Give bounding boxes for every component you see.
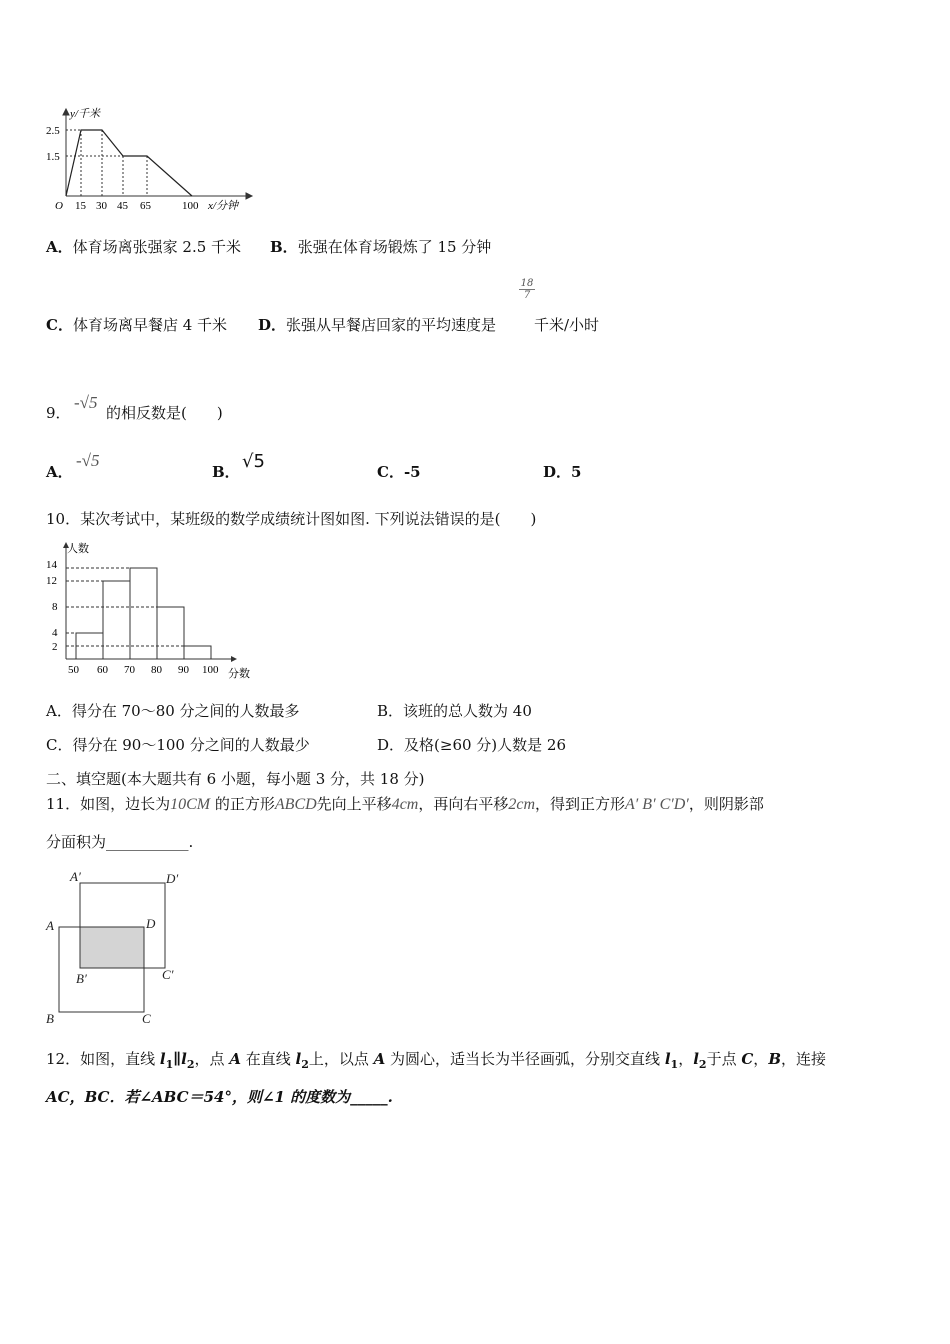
q12-part1: 12．如图，直线 [46, 1050, 160, 1068]
q11-label-b: B [46, 1011, 54, 1026]
q12-part2: ，点 [194, 1050, 230, 1068]
q11-math-abcd-prime: A′ B′ C′D′ [625, 796, 689, 813]
q11-part3: 先向上平移 [316, 795, 392, 813]
q10-y-tick-2: 2 [52, 641, 58, 653]
q11-label-b1: B′ [76, 971, 87, 986]
q10-y-tick-14: 14 [46, 559, 57, 571]
q12-l1c-sub: 1 [670, 1058, 679, 1071]
q8-distance-time-graph [40, 105, 260, 215]
q9-stem [46, 402, 71, 423]
q12-part5: 为圆心，适当长为半径画弧，分别交直线 [385, 1050, 665, 1068]
q8-y-tick-1_5: 1.5 [46, 151, 60, 163]
q8-y-tick-2_5: 2.5 [46, 125, 60, 137]
q8-x-tick-65: 65 [140, 200, 151, 212]
q8-option-c-label: C． [46, 316, 73, 334]
q12-l2c-sub: 2 [698, 1058, 707, 1071]
q11-label-d: D [146, 916, 156, 931]
q11-label-d1: D′ [166, 871, 179, 886]
q8-option-d-text: 张强从早餐店回家的平均速度是 [286, 316, 497, 334]
q8-option-d[interactable] [258, 314, 496, 335]
q11-math-10cm: 10CM [170, 796, 211, 813]
q12-l2: l [181, 1050, 187, 1068]
q10-x-tick-60: 60 [97, 664, 108, 676]
q11-shaded-region [80, 927, 144, 968]
q10-option-c[interactable]: C．得分在 90～100 分之间的人数最少 [46, 736, 310, 754]
q8-y-arrow [63, 109, 69, 115]
q11-part4: ，再向右平移 [418, 795, 509, 813]
q9-option-b[interactable] [212, 461, 240, 482]
q9-option-d[interactable] [543, 461, 581, 482]
q11-stem-line2: 分面积为___________. [46, 833, 194, 851]
q8-option-d-unit: 千米/小时 [534, 316, 600, 334]
q8-option-c[interactable] [46, 314, 227, 335]
q10-x-label: 分数 [228, 668, 250, 680]
q12-l2-sub: 2 [186, 1058, 195, 1071]
q10-bar-90-100 [184, 646, 211, 659]
q10-x-arrow [231, 656, 237, 662]
q11-math-2cm: 2cm [508, 796, 536, 813]
q11-part5: ，得到正方形 [535, 795, 626, 813]
q8-fraction-denominator: 7 [523, 290, 531, 301]
q9-option-d-value: 5 [571, 463, 582, 481]
q9-option-c-label: C． [377, 463, 404, 481]
q12-l1c: l [664, 1050, 671, 1068]
q8-option-c-text: 体育场离早餐店 4 千米 [72, 316, 228, 334]
q9-option-b-label: B． [212, 463, 240, 481]
q12-point-c: C [741, 1050, 754, 1068]
q8-option-a-text: 体育场离张强家 2.5 千米 [72, 238, 242, 256]
q8-y-label: y/千米 [70, 108, 100, 120]
q12-stem-line2: AC，BC．若∠ABC＝54°，则∠1 的度数为_____. [46, 1088, 393, 1106]
q8-fraction-numerator: 18 [520, 278, 534, 289]
q10-x-tick-90: 90 [178, 664, 189, 676]
q9-option-c-value: -5 [403, 463, 421, 481]
q10-y-tick-8: 8 [52, 601, 58, 613]
q11-math-abcd: ABCD [274, 796, 317, 813]
q12-comma2: ， [753, 1050, 769, 1068]
q10-option-b[interactable]: B．该班的总人数为 40 [377, 702, 532, 720]
q8-origin: O [55, 200, 63, 212]
q11-label-a1: A′ [70, 869, 81, 884]
q12-part3: 在直线 [240, 1050, 296, 1068]
q9-number: 9． [46, 404, 71, 422]
q8-x-arrow [246, 193, 252, 199]
q11-label-c: C [142, 1011, 151, 1026]
q10-x-tick-80: 80 [151, 664, 162, 676]
q12-l2c: l [693, 1050, 699, 1068]
q8-graph-line [66, 130, 192, 196]
q8-option-b-text: 张强在体育场锻炼了 15 分钟 [297, 238, 492, 256]
q9-option-a-value: -√5 [76, 451, 100, 470]
q12-part4: 上，以点 [308, 1050, 374, 1068]
q10-histogram [40, 538, 260, 683]
q12-parallel: ∥ [173, 1050, 182, 1068]
q12-part6: 于点 [706, 1050, 742, 1068]
q11-part2: 的正方形 [214, 795, 275, 813]
q10-y-label: 人数 [67, 543, 89, 555]
q8-x-tick-30: 30 [96, 200, 107, 212]
q12-stem-line1 [46, 1048, 826, 1071]
q12-l2b: l [295, 1050, 302, 1068]
q12-point-b: B [768, 1050, 781, 1068]
q10-stem: 10．某次考试中，某班级的数学成绩统计图如图. 下列说法错误的是( ) [46, 510, 537, 528]
q11-part1: 11．如图，边长为 [46, 795, 171, 813]
q11-stem-line1 [46, 793, 764, 814]
q8-x-tick-45: 45 [117, 200, 128, 212]
q12-point-a2: A [373, 1050, 386, 1068]
q10-bar-70-80 [130, 568, 157, 659]
q11-label-a: A [46, 918, 54, 933]
q8-x-tick-100: 100 [182, 200, 199, 212]
q10-option-a[interactable]: A．得分在 70～80 分之间的人数最多 [46, 702, 300, 720]
q8-fraction [519, 278, 535, 301]
q11-math-4cm: 4cm [391, 796, 419, 813]
q9-option-a[interactable] [46, 461, 73, 482]
q10-option-d[interactable]: D．及格(≥60 分)人数是 26 [377, 736, 567, 754]
section-2-heading: 二、填空题(本大题共有 6 小题，每小题 3 分，共 18 分) [46, 770, 425, 788]
q10-y-tick-12: 12 [46, 575, 57, 587]
q8-x-tick-15: 15 [75, 200, 86, 212]
q12-l2b-sub: 2 [301, 1058, 309, 1071]
q10-y-tick-4: 4 [52, 627, 58, 639]
q11-label-c1: C′ [162, 967, 174, 982]
q10-bar-60-70 [103, 581, 130, 659]
q9-option-c[interactable] [377, 461, 421, 482]
q9-expr: -√5 [74, 393, 98, 412]
q8-option-a[interactable] [46, 236, 241, 257]
q10-x-tick-70: 70 [124, 664, 135, 676]
q12-comma: ， [678, 1050, 694, 1068]
q11-figure [40, 862, 200, 1032]
q10-bar-80-90 [157, 607, 184, 659]
q9-option-d-label: D． [543, 463, 572, 481]
q8-option-b[interactable] [270, 236, 491, 257]
q8-x-label: x/分钟 [208, 200, 238, 212]
q12-point-a: A [229, 1050, 241, 1068]
q9-option-b-value: √5 [242, 451, 265, 472]
q8-option-d-label: D． [258, 316, 287, 334]
q12-l1: l [159, 1050, 166, 1068]
q9-option-a-label: A． [46, 463, 73, 481]
q10-x-tick-100: 100 [202, 664, 219, 676]
q9-text: 的相反数是( ) [106, 404, 223, 422]
q8-option-a-label: A． [46, 238, 73, 256]
q10-x-tick-50: 50 [68, 664, 79, 676]
q11-part6: ，则阴影部 [688, 795, 764, 813]
q12-l1-sub: 1 [165, 1058, 174, 1071]
q8-option-b-label: B． [270, 238, 298, 256]
q12-part7: ，连接 [781, 1050, 827, 1068]
